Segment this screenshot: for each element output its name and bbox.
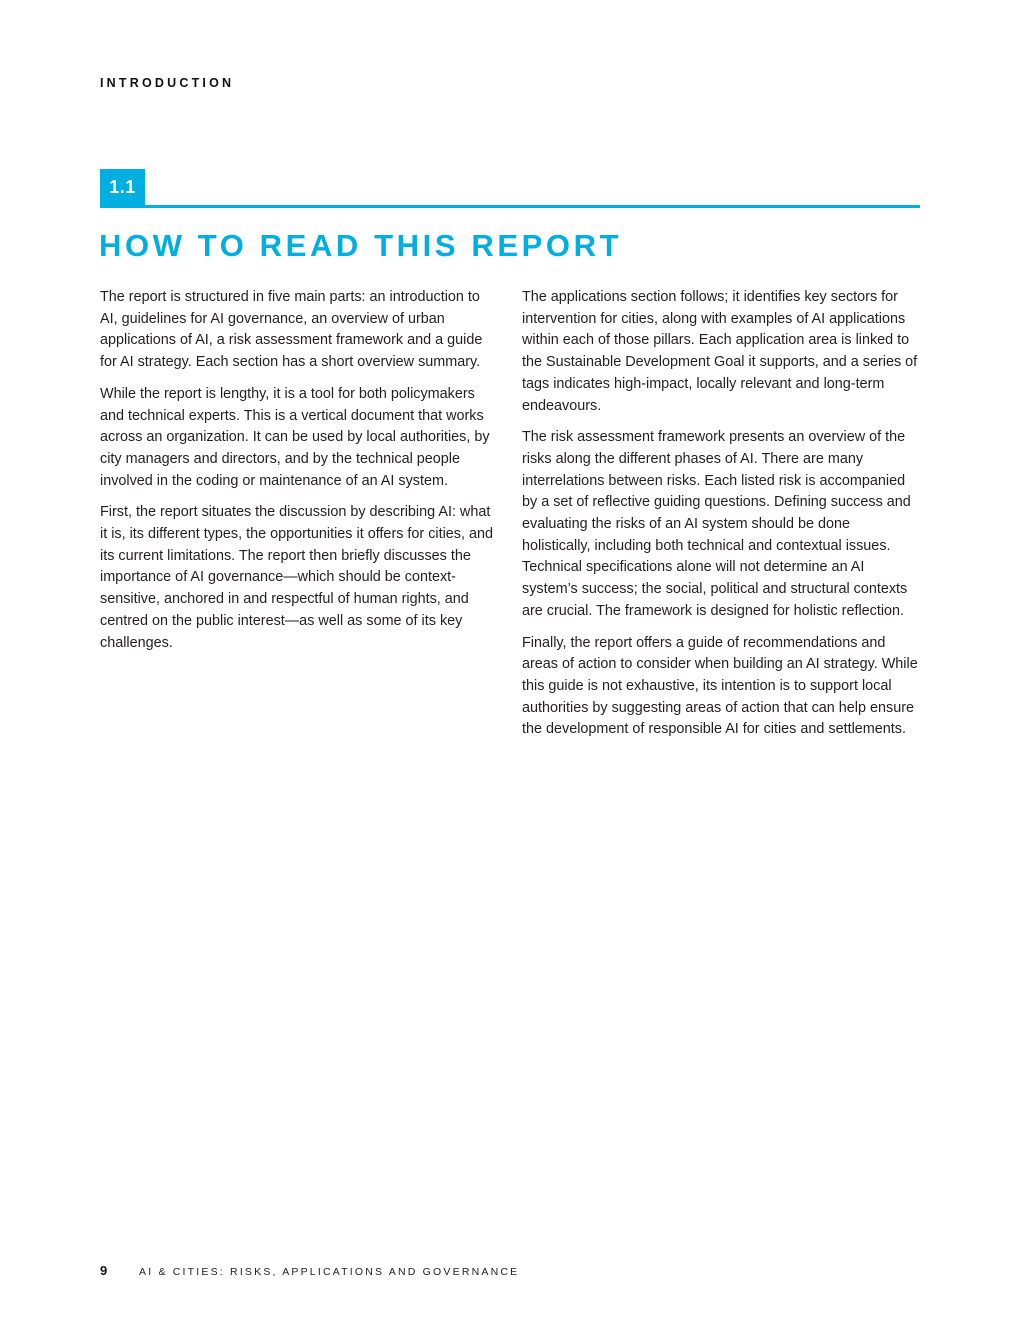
body-paragraph: The report is structured in five main parts: an introduction to AI, guidelines for AI governance, an overview of urban applications of AI, a risk assessment framework and a guide for AI strategy. Each section has a short overview summary. <box>100 289 483 371</box>
body-paragraph: The applications section follows; it identifies key sectors for intervention for cities, along with examples of AI applications within each of those pillars. Each application area is linked to the Sustainable Development Goal it supports, and a series of tags indicates high-impact, locally relevant and long-term endeavours. <box>522 289 918 414</box>
body-paragraph: Finally, the report offers a guide of recommendations and areas of action to consider when building an AI strategy. While this guide is not exhaustive, its intention is to support local authorities by suggesting areas of action that can help ensure the development of responsible AI for cities and settlements. <box>522 634 918 738</box>
body-columns <box>100 287 920 751</box>
running-head: INTRODUCTION <box>100 76 235 90</box>
section-divider-rule <box>100 205 920 208</box>
right-column <box>522 287 920 751</box>
left-column <box>100 287 498 751</box>
page-footer <box>100 1263 519 1278</box>
body-paragraph: The risk assessment framework presents an overview of the risks along the different phases of AI. There are many interrelations between risks. Each listed risk is accompanied by a set of reflective guiding questions. Defining success and evaluating the risks of an AI system should be done holistically, including both technical and contextual issues. Technical specifications alone will not determine an AI system’s success; the social, political and structural contexts are crucial. The framework is designed for holistic reflection. <box>522 429 911 619</box>
publication-title: AI & CITIES: RISKS, APPLICATIONS AND GOVERNANCE <box>139 1266 520 1278</box>
body-paragraph: While the report is lengthy, it is a tool for both policymakers and technical experts. This is a vertical document that works across an organization. It can be used by local authorities, by city managers and directors, and by the technical people involved in the coding or maintenance of an AI system. <box>100 385 490 489</box>
page-number: 9 <box>100 1263 108 1278</box>
body-paragraph: First, the report situates the discussion by describing AI: what it is, its different types, the opportunities it offers for cities, and its current limitations. The report then briefly discusses the importance of AI governance—which should be context-sensitive, anchored in and respectful of human rights, and centred on the public interest—as well as some of its key challenges. <box>100 504 494 651</box>
section-title: HOW TO READ THIS REPORT <box>99 227 623 263</box>
section-number-badge: 1.1 <box>100 169 145 206</box>
